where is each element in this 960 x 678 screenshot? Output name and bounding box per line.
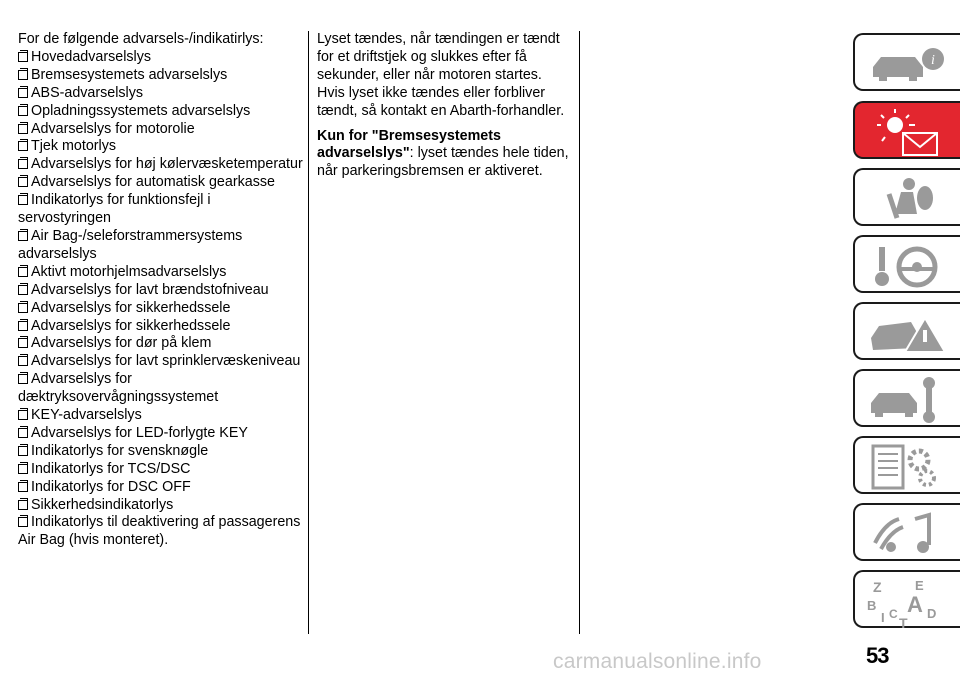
checkbox-bullet-icon <box>18 52 28 62</box>
list-item <box>18 371 303 407</box>
multimedia-music-icon <box>865 509 955 559</box>
list-item <box>18 461 303 479</box>
list-item-label: Advarselslys for høj kølervæsketemperatur <box>31 156 303 173</box>
checkbox-bullet-icon <box>18 482 28 492</box>
list-item-label: Advarselslys for LED-forlygte KEY <box>31 424 248 441</box>
list-item-label: Advarselslys for lavt sprinklervæskeniveau <box>31 353 301 370</box>
tab-safety[interactable] <box>853 168 960 226</box>
checkbox-bullet-icon <box>18 428 28 438</box>
list-item <box>18 497 303 515</box>
column-divider-right <box>579 31 580 634</box>
airbag-seat-icon <box>865 174 955 224</box>
checkbox-bullet-icon <box>18 195 28 205</box>
svg-text:T: T <box>899 615 908 630</box>
list-item <box>18 425 303 443</box>
checkbox-bullet-icon <box>18 88 28 98</box>
list-item-label: Advarselslys for motorolie <box>31 120 195 137</box>
checkbox-bullet-icon <box>18 70 28 80</box>
checkbox-bullet-icon <box>18 303 28 313</box>
svg-text:B: B <box>867 598 877 613</box>
checkbox-bullet-icon <box>18 321 28 331</box>
list-item-label: Advarselslys for lavt brændstofniveau <box>31 281 269 298</box>
checkbox-bullet-icon <box>18 500 28 510</box>
list-item <box>18 49 303 67</box>
list-item <box>18 85 303 103</box>
column-divider-left <box>308 31 309 634</box>
list-item <box>18 514 303 550</box>
warning-light-envelope-icon <box>865 107 955 161</box>
list-item-label: Indikatorlys for TCS/DSC <box>31 460 191 477</box>
tab-starting-driving[interactable] <box>853 235 960 293</box>
list-item <box>18 67 303 85</box>
list-item <box>18 156 303 174</box>
alphabetical-index-icon <box>865 576 955 630</box>
list-item-label: Opladningssystemets advarselslys <box>31 102 251 119</box>
svg-text:Z: Z <box>873 579 882 595</box>
checkbox-bullet-icon <box>18 356 28 366</box>
list-item <box>18 174 303 192</box>
tab-car-info[interactable] <box>853 33 960 91</box>
car-breakdown-warning-icon <box>865 308 955 358</box>
list-item <box>18 443 303 461</box>
list-item-label: Tjek motorlys <box>31 138 116 155</box>
list-item <box>18 353 303 371</box>
list-item-label: Advarselslys for sikkerhedssele <box>31 299 231 316</box>
tab-index[interactable] <box>853 570 960 628</box>
checkbox-bullet-icon <box>18 338 28 348</box>
svg-text:I: I <box>881 610 885 625</box>
watermark: carmanualsonline.info <box>553 650 762 673</box>
tab-warning-lights[interactable] <box>853 101 960 159</box>
list-item-label: Sikkerhedsindikatorlys <box>31 496 174 513</box>
checkbox-bullet-icon <box>18 464 28 474</box>
list-intro: For de følgende advarsels-/indikatirlys: <box>18 31 264 47</box>
tab-multimedia[interactable] <box>853 503 960 561</box>
specifications-gears-icon <box>865 442 955 492</box>
list-item <box>18 121 303 139</box>
tab-maintenance[interactable] <box>853 369 960 427</box>
tab-emergency[interactable] <box>853 302 960 360</box>
car-maintenance-wrench-icon <box>865 375 955 425</box>
warning-light-list-column <box>18 31 303 550</box>
svg-text:i: i <box>931 53 935 68</box>
checkbox-bullet-icon <box>18 231 28 241</box>
list-item <box>18 479 303 497</box>
checkbox-bullet-icon <box>18 141 28 151</box>
description-column <box>317 31 572 188</box>
list-item-label: Bremsesystemets advarselslys <box>31 66 228 83</box>
list-item-label: Indikatorlys for DSC OFF <box>31 478 191 495</box>
brake-note-heading: Kun for "Bremsesystemets advarselslys" <box>317 127 501 162</box>
page-number: 53 <box>866 643 889 668</box>
list-item-label: Indikatorlys til deaktivering af passagerens Air Bag (hvis monteret). <box>18 514 301 549</box>
list-item-label: KEY-advarselslys <box>31 407 142 424</box>
warning-light-list <box>18 49 303 550</box>
checkbox-bullet-icon <box>18 410 28 420</box>
list-item <box>18 103 303 121</box>
list-item <box>18 318 303 336</box>
list-item <box>18 282 303 300</box>
list-item-label: ABS-advarselslys <box>31 84 144 101</box>
description-paragraph: Lyset tændes, når tændingen er tændt for et driftstjek og slukkes efter få sekunder, eller når motoren startes. Hvis lyset ikke tændes eller forbliver tændt, så kontakt en Abarth-forhandler. <box>317 31 565 119</box>
checkbox-bullet-icon <box>18 267 28 277</box>
list-item <box>18 300 303 318</box>
list-item-label: Indikatorlys for svensknøgle <box>31 442 209 459</box>
list-item-label: Hovedadvarselslys <box>31 48 151 65</box>
checkbox-bullet-icon <box>18 124 28 134</box>
list-item <box>18 335 303 353</box>
key-steering-wheel-icon <box>865 241 955 291</box>
list-item-label: Advarselslys for dør på klem <box>31 335 212 352</box>
list-item <box>18 228 303 264</box>
list-item-label: Aktivt motorhjelmsadvarselslys <box>31 263 227 280</box>
car-info-icon <box>865 39 955 89</box>
checkbox-bullet-icon <box>18 159 28 169</box>
list-item <box>18 264 303 282</box>
svg-text:E: E <box>915 578 924 593</box>
svg-text:A: A <box>907 592 923 617</box>
list-item-label: Advarselslys for dæktryksovervågningssystemet <box>18 371 219 406</box>
brake-note-text: : lyset tændes hele tiden, når parkeringsbremsen er aktiveret. <box>317 145 569 180</box>
checkbox-bullet-icon <box>18 517 28 527</box>
list-item <box>18 407 303 425</box>
svg-text:C: C <box>889 607 898 621</box>
list-item <box>18 138 303 156</box>
list-item <box>18 192 303 228</box>
checkbox-bullet-icon <box>18 446 28 456</box>
checkbox-bullet-icon <box>18 106 28 116</box>
list-item-label: Air Bag-/seleforstrammersystems advarselslys <box>18 227 243 262</box>
tab-specifications[interactable] <box>853 436 960 494</box>
checkbox-bullet-icon <box>18 177 28 187</box>
list-item-label: Advarselslys for sikkerhedssele <box>31 317 231 334</box>
brake-note-paragraph <box>317 128 572 182</box>
checkbox-bullet-icon <box>18 285 28 295</box>
list-item-label: Indikatorlys for funktionsfejl i servostyringen <box>18 192 211 227</box>
svg-text:D: D <box>927 606 937 621</box>
checkbox-bullet-icon <box>18 374 28 384</box>
list-item-label: Advarselslys for automatisk gearkasse <box>31 174 275 191</box>
